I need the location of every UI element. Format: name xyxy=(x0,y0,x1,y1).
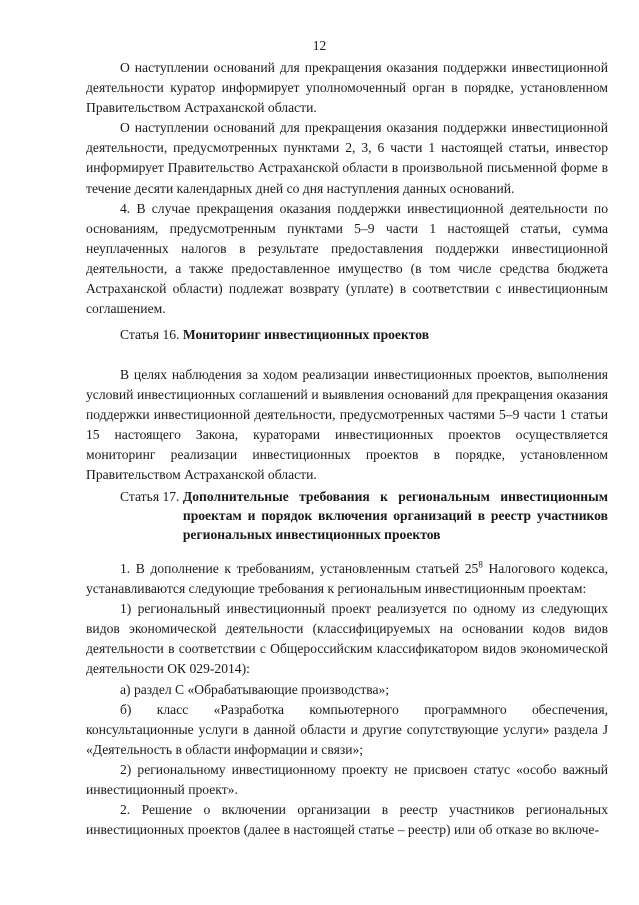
page-number: 12 xyxy=(312,38,327,53)
paragraph-curator-notice: О наступлении оснований для прекращения оказания поддержки инвестиционной деятельности куратор информирует уполномоченный орган в порядке, установленном Правительством Астраханской области. xyxy=(86,60,608,116)
article-17-item-2: 2) региональному инвестиционному проекту не присвоен статус «особо важный инвестиционный проект». xyxy=(86,761,608,798)
paragraph-investor-notice: О наступлении оснований для прекращения оказания поддержки инвестиционной деятельности, предусмотренных пунктами 2, 3, 6 части 1 настоящей статьи, инвестор информирует Правительство Астраханской области в произвольной письменной форме в течение десяти календарных дней со дня наступления данных оснований. xyxy=(86,120,608,196)
continuation-block xyxy=(86,58,608,319)
article-17-item-a: а) раздел С «Обрабатывающие производства»; xyxy=(120,681,390,697)
article-17-heading xyxy=(86,487,608,544)
article-16-title: Мониторинг инвестиционных проектов xyxy=(182,327,430,342)
article-17-item-b: б) класс «Разработка компьютерного программного обеспечения, консультационные услуги в данной области и другие сопутствующие услуги» раздела J «Деятельность в области информации и связи»; xyxy=(86,701,608,757)
article-16-text: В целях наблюдения за ходом реализации инвестиционных проектов, выполнения условий инвестиционных соглашений и выявления оснований для прекращения оказания поддержки инвестиционной деятельности, предусмотренных частями 5–9 части 1 статьи 15 настоящего Закона, кураторами инвестиционных проектов осуществляется мониторинг реализации инвестиционных проектов в порядке, установленном Правительством Астраханской области. xyxy=(86,367,608,483)
article-17-paragraph-1: 1. В дополнение к требованиям, установленным статьей $25^8$ Налогового кодекса, устанавливаются следующие требования к региональным инвестиционным проектам: xyxy=(86,559,608,597)
article-17-item-1: 1) региональный инвестиционный проект реализуется по одному из следующих видов экономической деятельности (классифицируемых на основании кодов видов деятельности в соответствии с Общероссийским классификатором видов экономической деятельности ОК 029-2014): xyxy=(86,601,608,677)
paragraph-item-4-refund: 4. В случае прекращения оказания поддержки инвестиционной деятельности по основаниям, предусмотренным пунктами 5–9 части 1 настоящей статьи, сумма неуплаченных налогов в результате предоставления поддержки инвестиционной деятельности, а также предоставленное имущество (в том числе средства бюджета Астраханской области) подлежат возврату (уплате) в соответствии с инвестиционным соглашением. xyxy=(86,200,608,317)
superscript-8: 8 xyxy=(478,559,483,570)
article-17-title: Дополнительные требования к региональным инвестиционным проектам и порядок включения организаций в реестр участников региональных инвестиционных проектов xyxy=(182,489,608,542)
article-16-body xyxy=(86,365,608,486)
article-16-label: Статья 16. xyxy=(120,327,183,342)
article-17-label: Статья 17. xyxy=(120,489,183,504)
article-16-heading xyxy=(86,325,608,344)
article-17-body xyxy=(86,559,608,840)
article-17-paragraph-2: 2. Решение о включении организации в реестр участников региональных инвестиционных проектов (далее в настоящей статье – реестр) или об отказе во включе- xyxy=(86,802,608,838)
